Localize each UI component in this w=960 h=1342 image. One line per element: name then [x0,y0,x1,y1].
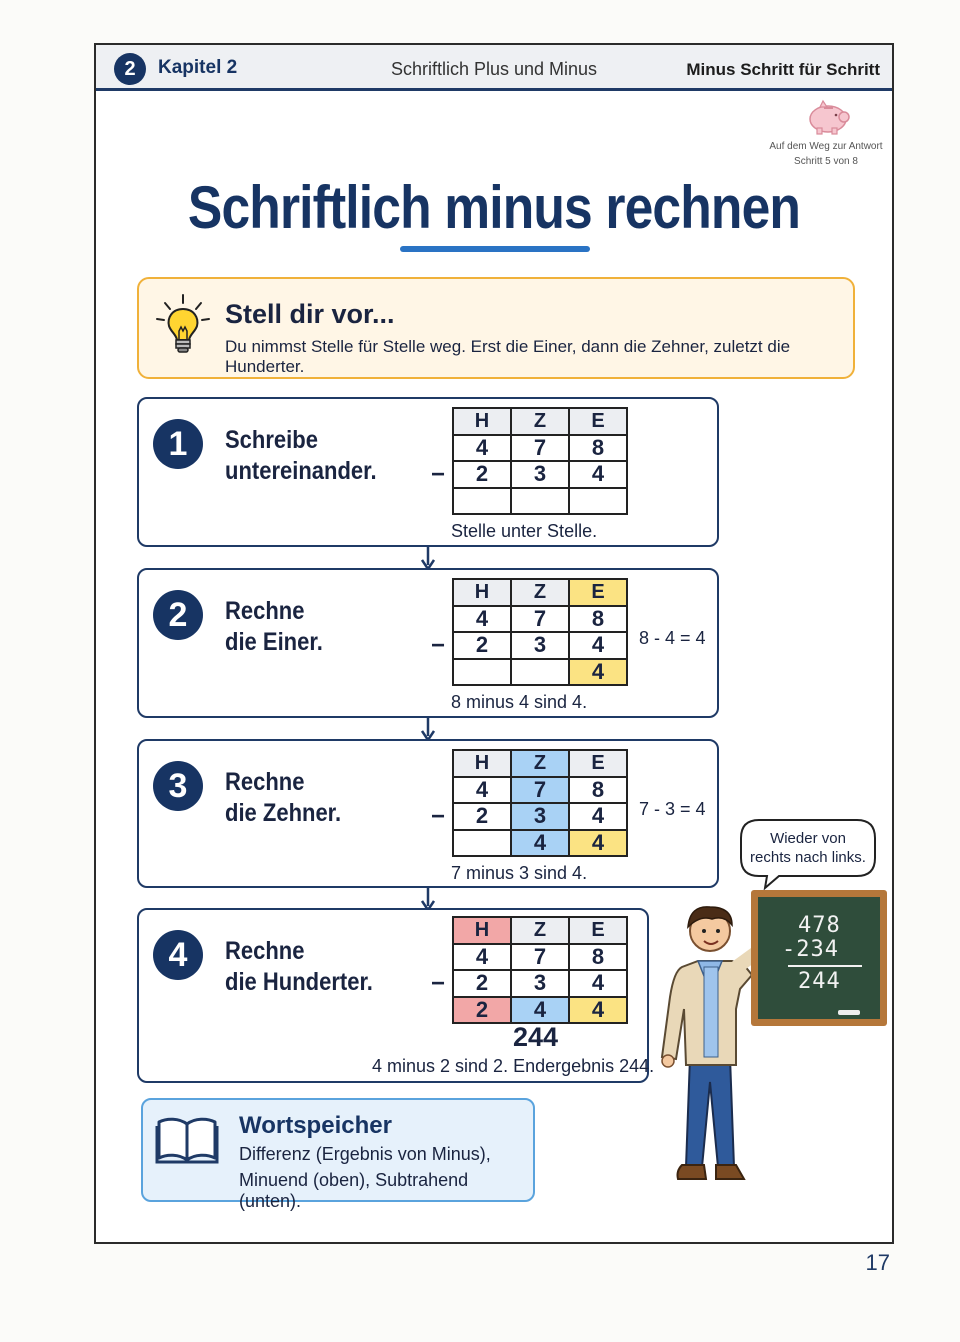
step-title [225,425,377,487]
table-cell: 4 [569,632,627,659]
step-title [225,767,341,829]
column-header: Z [511,917,569,944]
progress-indicator [736,139,916,169]
chapter-topic: Schriftlich Plus und Minus [390,59,598,79]
step-title-line: die Hunderter. [225,968,373,996]
step-title [225,936,373,998]
chalk-line: 478 [798,913,841,938]
table-cell: 4 [569,803,627,830]
place-value-table [452,578,628,686]
step-caption: 8 minus 4 sind 4. [451,692,588,712]
chapter-number-badge: 2 [114,53,146,85]
bubble-line: rechts nach links. [750,849,866,866]
chalk-piece [838,1010,860,1015]
table-cell: 4 [453,435,511,462]
step-title [225,596,323,658]
column-header: H [453,408,511,435]
chapter-label: Kapitel 2 [158,57,238,78]
step-caption: 7 minus 3 sind 4. [451,863,588,883]
idea-box [137,277,855,379]
table-cell: 4 [453,944,511,971]
step-title-line: Rechne [225,768,305,796]
column-header: H [453,579,511,606]
step-title-line: die Zehner. [225,799,342,827]
result-cell: 4 [569,997,627,1024]
bubble-line: Wieder von [770,830,846,847]
column-header: Z [511,579,569,606]
wordspeicher-box [141,1098,535,1211]
table-cell [453,659,511,686]
chalk-underline [788,965,862,967]
step-2 [137,568,719,718]
table-cell: 8 [569,777,627,804]
table-cell: 3 [511,632,569,659]
page [94,43,894,1244]
step-caption: Stelle unter Stelle. [451,521,598,541]
table-cell: 2 [453,461,511,488]
chalk-line: -234 [782,937,839,962]
chalk-line: 244 [798,969,841,994]
idea-text: Du nimmst Stelle für Stelle weg. Erst die Einer, dann die Zehner, zuletzt die Hunderter. [225,337,791,376]
table-cell: 4 [453,606,511,633]
table-cell [511,659,569,686]
table-cell: 7 [511,944,569,971]
step-number: 1 [153,419,203,469]
page-title: Schriftlich minus rechnen [187,174,801,241]
minus-sign: − [431,632,446,659]
result-cell: 2 [453,997,511,1024]
equation: 8 - 4 = 4 [639,628,706,648]
table-cell: 2 [453,970,511,997]
table-cell: 4 [569,970,627,997]
piggy-bank-icon [802,97,854,137]
result-cell: 4 [511,997,569,1024]
table-cell [569,488,627,515]
step-number: 3 [153,761,203,811]
table-cell: 8 [569,606,627,633]
result-cell: 4 [511,830,569,857]
chalkboard [751,890,887,1026]
title-underline [400,246,590,252]
step-title-line: Rechne [225,937,305,965]
place-value-table [452,749,628,857]
minus-sign: − [431,970,446,997]
table-cell: 7 [511,435,569,462]
table-cell: 3 [511,461,569,488]
step-title-line: untereinander. [225,457,377,485]
step-3 [137,739,719,888]
page-number: 17 [865,1250,890,1275]
chalkboard-surface [758,897,880,1019]
column-header: E [569,408,627,435]
wordspeicher-line: Minuend (oben), Subtrahend (unten). [239,1170,469,1211]
column-header: E [569,579,627,606]
step-4 [137,908,655,1083]
wordspeicher-line: Differenz (Ergebnis von Minus), [239,1144,491,1164]
idea-title: Stell dir vor... [225,299,395,329]
column-header: H [453,750,511,777]
section-title: Minus Schritt für Schritt [686,60,880,79]
chapter-header [96,45,892,91]
final-result: 244 [513,1022,559,1052]
table-cell: 8 [569,944,627,971]
table-cell: 2 [453,803,511,830]
step-number: 2 [153,590,203,640]
place-value-table [452,916,628,1024]
column-header: E [569,750,627,777]
open-book-icon [155,1114,219,1166]
place-value-table [452,407,628,515]
minus-sign: − [431,803,446,830]
progress-label: Auf dem Weg zur Antwort [769,141,883,152]
table-cell: 4 [453,777,511,804]
step-title-line: Rechne [225,597,305,625]
step-title-line: Schreibe [225,426,318,454]
progress-step: Schritt 5 von 8 [794,156,858,167]
table-cell [511,488,569,515]
table-cell: 3 [511,803,569,830]
bubble-text [739,829,877,867]
table-cell: 8 [569,435,627,462]
table-cell: 2 [453,632,511,659]
equation: 7 - 3 = 4 [639,799,706,819]
column-header: Z [511,408,569,435]
minus-sign: − [431,461,446,488]
table-cell: 3 [511,970,569,997]
wordspeicher-title: Wortspeicher [239,1112,392,1139]
lightbulb-icon [153,291,213,361]
table-cell: 4 [569,461,627,488]
result-cell: 4 [569,830,627,857]
column-header: Z [511,750,569,777]
step-title-line: die Einer. [225,628,323,656]
step-caption: 4 minus 2 sind 2. Endergebnis 244. [372,1056,655,1076]
table-cell [453,830,511,857]
column-header: H [453,917,511,944]
table-cell [453,488,511,515]
step-1 [137,397,719,547]
result-cell: 4 [569,659,627,686]
column-header: E [569,917,627,944]
step-number: 4 [153,930,203,980]
table-cell: 7 [511,777,569,804]
table-cell: 7 [511,606,569,633]
